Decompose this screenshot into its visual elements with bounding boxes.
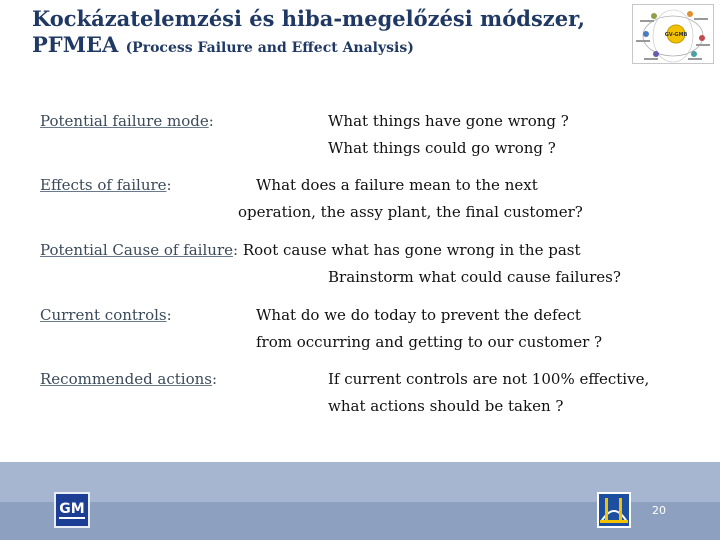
- bridge-logo-icon: [597, 492, 631, 528]
- label-text: Potential failure mode: [40, 112, 209, 130]
- label-text: Recommended actions: [40, 370, 212, 388]
- page-number: 20: [652, 504, 666, 517]
- desc-line: What do we do today to prevent the defect: [256, 306, 581, 324]
- title-pfmea: PFMEA: [32, 32, 126, 57]
- footer-bar: [0, 462, 720, 540]
- desc-effects-line-2: operation, the assy plant, the final customer?: [238, 203, 583, 221]
- gm-logo-icon: [54, 492, 90, 528]
- label-text: Effects of failure: [40, 176, 167, 194]
- desc-current-controls: [256, 302, 602, 356]
- gm-logo-text: GM: [59, 500, 85, 517]
- label-potential-cause-of-failure: Potential Cause of failure: [40, 241, 233, 259]
- label-effects-of-failure: [40, 176, 172, 194]
- title-line-2: [32, 32, 585, 61]
- desc-recommended-actions: [328, 366, 649, 420]
- label-colon: :: [208, 112, 214, 130]
- desc-line: What things could go wrong ?: [328, 139, 556, 157]
- label-recommended-actions: [40, 370, 217, 388]
- row-potential-cause: [40, 237, 581, 264]
- desc-line: what actions should be taken ?: [328, 397, 564, 415]
- desc-line: from occurring and getting to our customer ?: [256, 333, 603, 351]
- desc-effects-line-1: What does a failure mean to the next: [256, 176, 538, 194]
- process-diagram-logo-icon: [632, 4, 714, 64]
- desc-line: What things have gone wrong ?: [328, 112, 569, 130]
- desc-potential-cause-inline: Root cause what has gone wrong in the past: [242, 241, 581, 259]
- label-current-controls: [40, 306, 172, 324]
- page-title: [32, 6, 585, 61]
- label-colon: :: [166, 306, 172, 324]
- label-text: Current controls: [40, 306, 167, 324]
- title-subtitle: (Process Failure and Effect Analysis): [125, 40, 414, 56]
- label-potential-failure-mode: [40, 112, 214, 130]
- label-colon: :: [166, 176, 172, 194]
- label-colon: :: [233, 241, 239, 259]
- desc-potential-cause-line-2: Brainstorm what could cause failures?: [328, 268, 621, 286]
- label-colon: :: [212, 370, 218, 388]
- desc-potential-failure-mode: [328, 108, 569, 162]
- desc-line: If current controls are not 100% effective,: [328, 370, 650, 388]
- svg-text:GV-GMB: GV-GMB: [664, 32, 688, 38]
- title-line-1: Kockázatelemzési és hiba-megelőzési módszer,: [32, 6, 585, 31]
